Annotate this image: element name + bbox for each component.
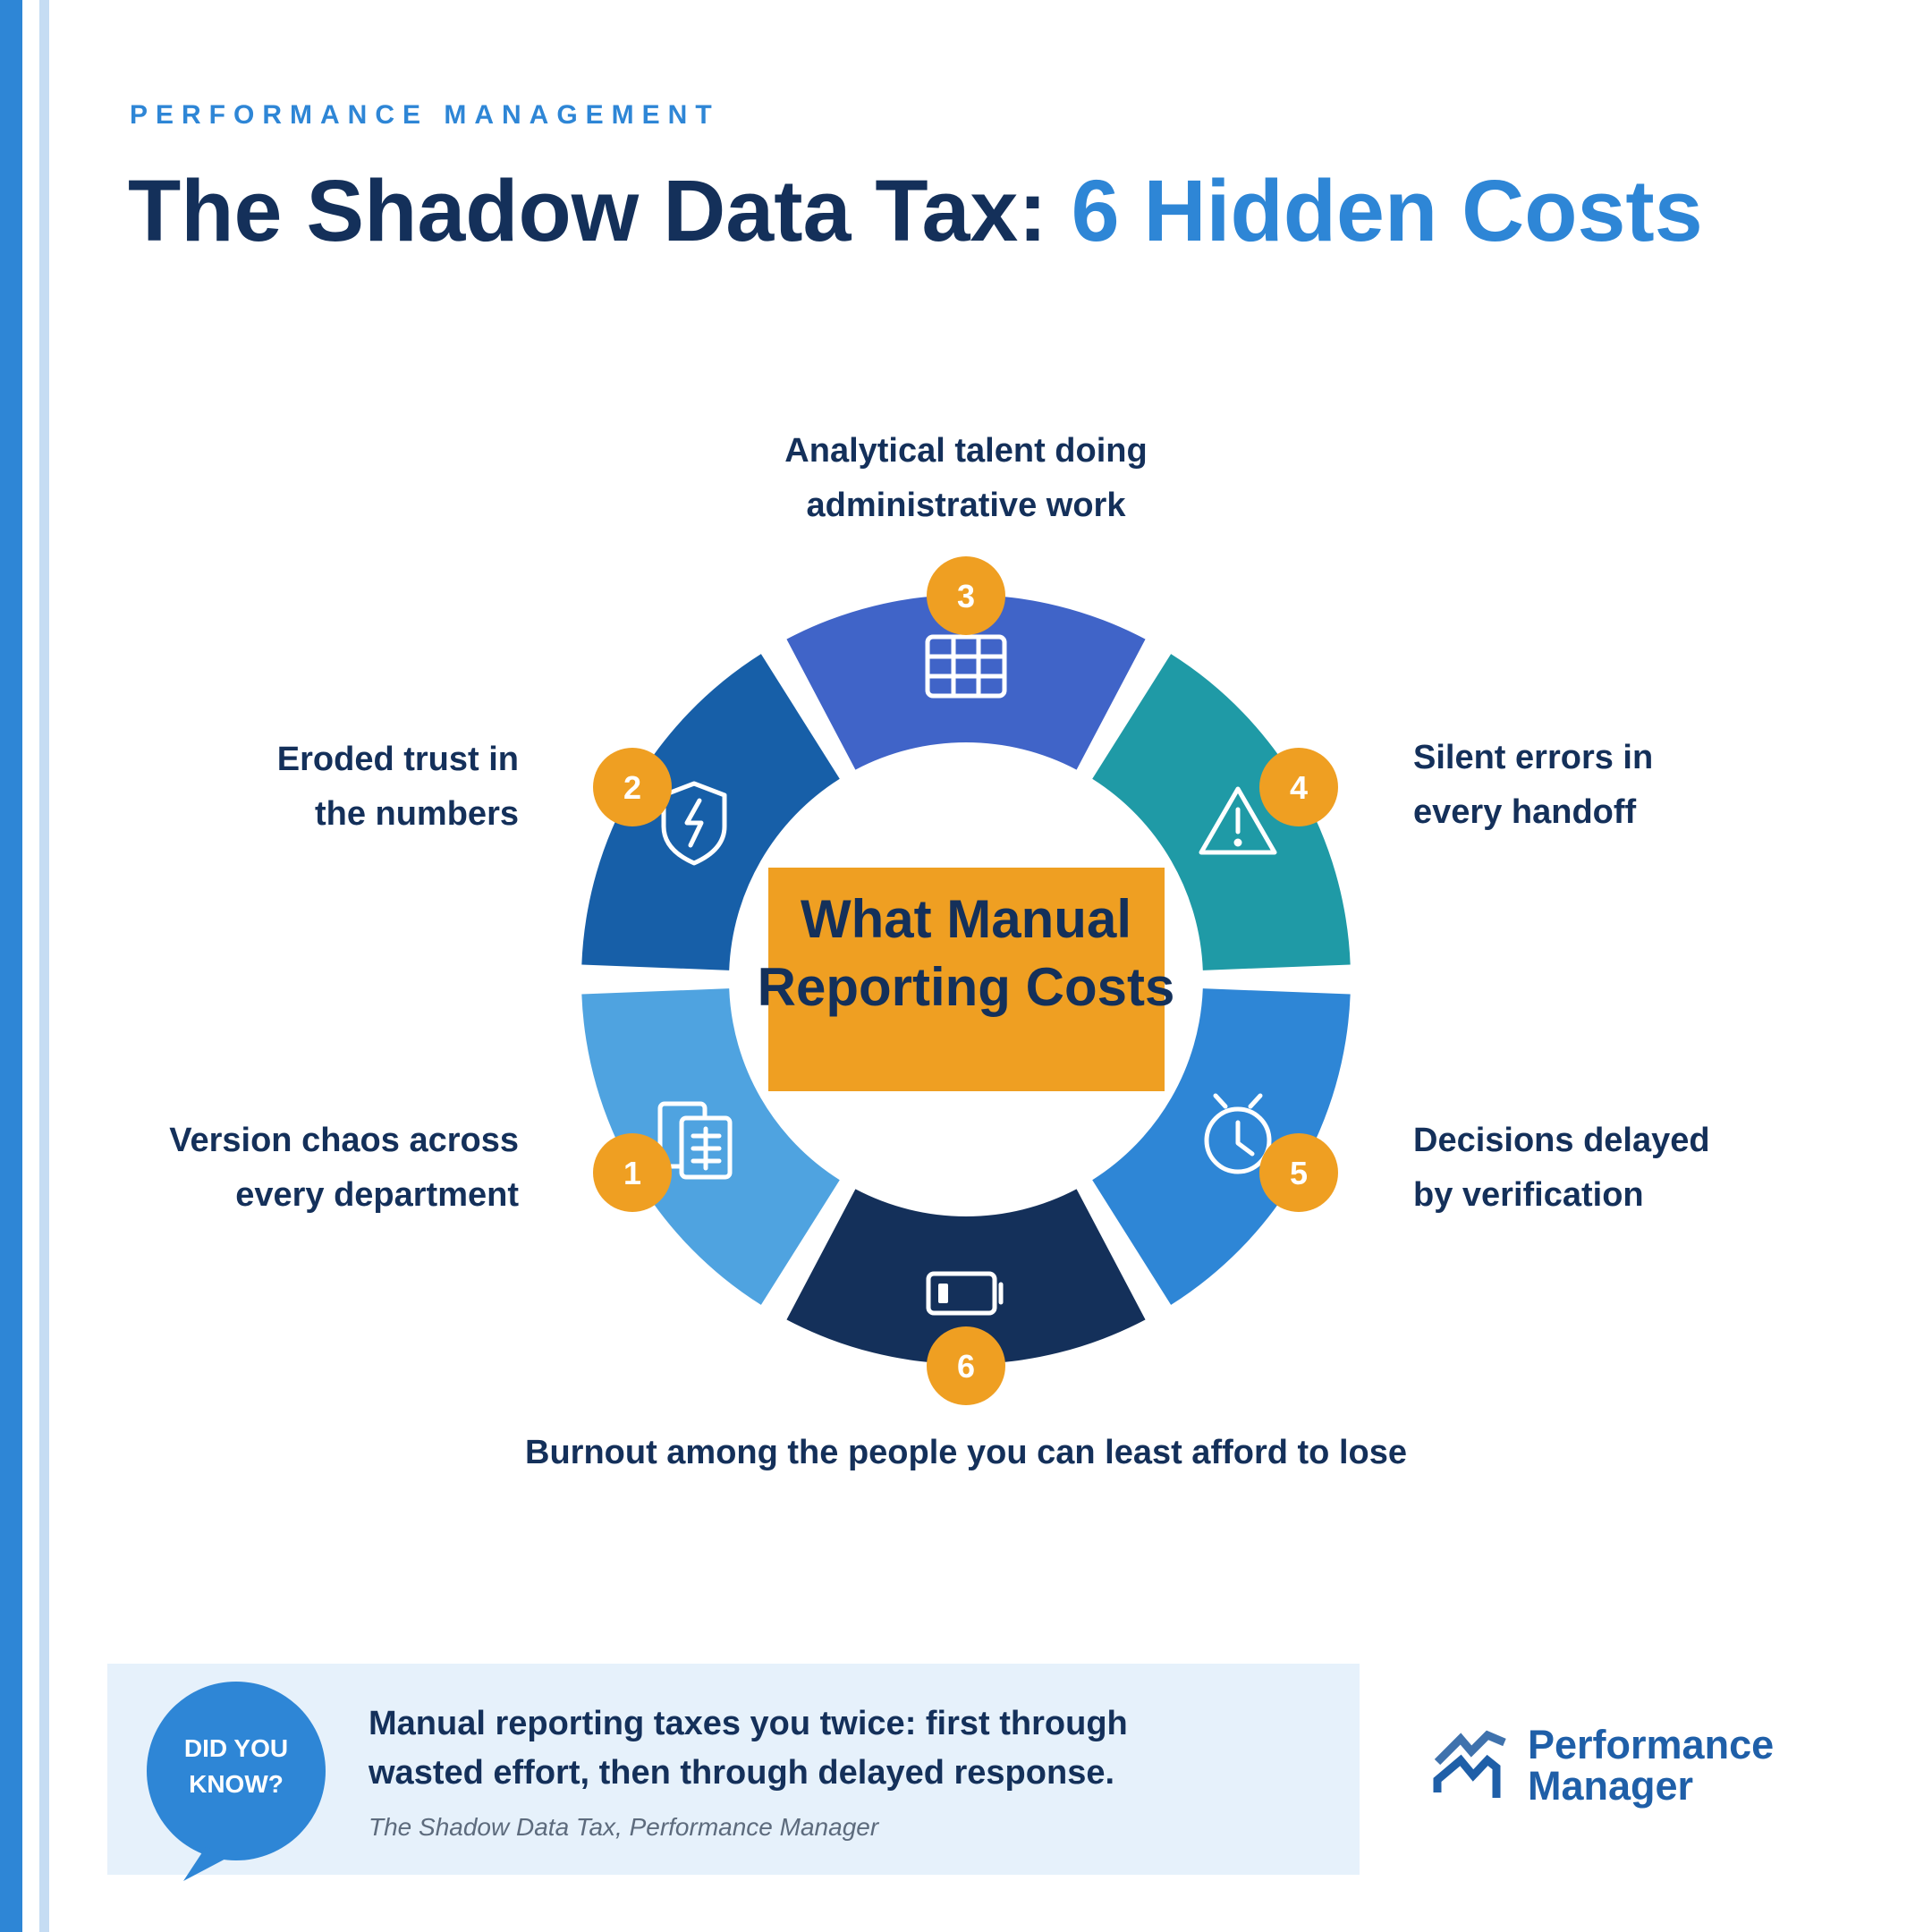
cost-label-5-line2: by verification: [1413, 1176, 1644, 1214]
number-badge-text: 3: [956, 578, 976, 614]
cost-label-2-line2: the numbers: [314, 795, 519, 833]
cost-label-4-line2: every handoff: [1413, 793, 1637, 831]
cost-label-1-line1: Version chaos across: [169, 1122, 519, 1159]
brand-name: [1528, 1724, 1774, 1807]
eyebrow-label: PERFORMANCE MANAGEMENT: [130, 100, 720, 130]
title-accent: 6 Hidden Costs: [1071, 162, 1703, 259]
callout-quote: Manual reporting taxes you twice: first through wasted effort, then through delayed response.: [369, 1705, 1128, 1792]
speech-bubble-text: [147, 1731, 326, 1802]
cost-label-3-line2: administrative work: [806, 487, 1126, 524]
number-badge-text: 2: [623, 769, 642, 806]
number-badge-text: 1: [623, 1155, 642, 1191]
cost-label-4-line1: Silent errors in: [1413, 739, 1654, 776]
center-title-line2: Reporting Costs: [757, 957, 1175, 1017]
center-title-line1: What Manual: [801, 889, 1131, 949]
cost-label-5-line1: Decisions delayed: [1413, 1122, 1710, 1159]
cost-label-6-line1: Burnout among the people you can least afford to lose: [525, 1434, 1407, 1471]
cost-label-2-line1: Eroded trust in: [276, 741, 519, 778]
bubble-line1: DID YOU: [183, 1734, 289, 1762]
number-badge-text: 6: [956, 1348, 976, 1385]
callout-citation: The Shadow Data Tax, Performance Manager: [369, 1813, 879, 1841]
title-main: The Shadow Data Tax:: [128, 162, 1072, 259]
rising-chart-logo-icon: [1431, 1726, 1512, 1798]
cost-label-3-line1: Analytical talent doing: [784, 432, 1148, 470]
brand-name-line2: Manager: [1528, 1763, 1694, 1809]
bubble-line2: KNOW?: [189, 1770, 284, 1798]
cost-label-1-line2: every department: [235, 1176, 519, 1214]
brand-name-line1: Performance: [1528, 1722, 1775, 1767]
number-badge-text: 5: [1289, 1155, 1309, 1191]
number-badge-text: 4: [1289, 769, 1309, 806]
